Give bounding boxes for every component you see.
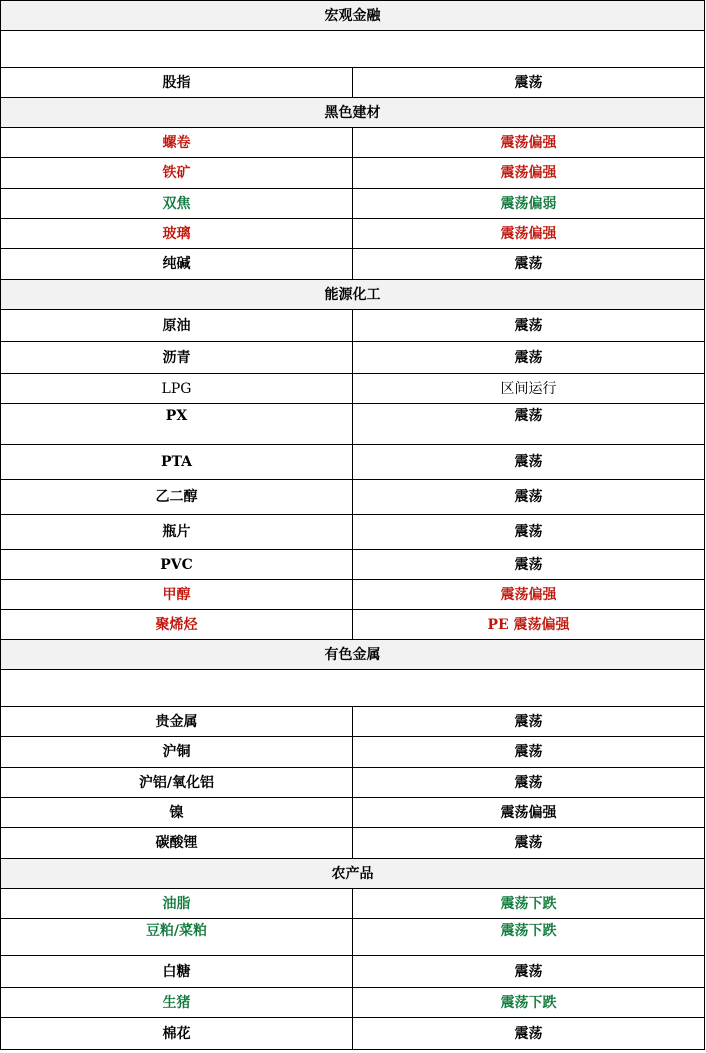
category-title: 能源化工 xyxy=(1,280,705,310)
table-row xyxy=(1,550,705,580)
table-row xyxy=(1,707,705,737)
product-name-cell: 碳酸锂 xyxy=(1,828,353,859)
table-row xyxy=(1,610,705,640)
outlook-cell: 震荡偏强 xyxy=(353,219,705,249)
outlook-cell: 震荡 xyxy=(353,249,705,280)
outlook-cell: 震荡 xyxy=(353,480,705,515)
outlook-cell: 震荡 xyxy=(353,515,705,550)
product-name-cell: 生猪 xyxy=(1,988,353,1018)
category-row xyxy=(1,280,705,310)
category-title: 有色金属 xyxy=(1,640,705,670)
outlook-cell: 震荡下跌 xyxy=(353,988,705,1018)
outlook-cell: 震荡 xyxy=(353,310,705,342)
outlook-cell: 震荡偏强 xyxy=(353,580,705,610)
table-row xyxy=(1,768,705,798)
table-row xyxy=(1,189,705,219)
outlook-cell: 区间运行 xyxy=(353,374,705,404)
outlook-cell: PE 震荡偏强 xyxy=(353,610,705,640)
table-row xyxy=(1,128,705,158)
product-name-cell: 油脂 xyxy=(1,889,353,919)
outlook-cell: 震荡 xyxy=(353,68,705,98)
outlook-cell: 震荡 xyxy=(353,768,705,798)
table-row xyxy=(1,956,705,988)
product-name-cell: PTA xyxy=(1,445,353,480)
table-row xyxy=(1,219,705,249)
table-row xyxy=(1,404,705,445)
outlook-cell: 震荡 xyxy=(353,445,705,480)
outlook-cell: 震荡 xyxy=(353,404,705,445)
outlook-cell: 震荡 xyxy=(353,550,705,580)
table-row xyxy=(1,342,705,374)
table-row xyxy=(1,249,705,280)
product-name-cell: 豆粕/菜粕 xyxy=(1,919,353,956)
product-name-cell: 聚烯烃 xyxy=(1,610,353,640)
outlook-cell: 震荡 xyxy=(353,1018,705,1050)
product-name-cell: 沪铝/氧化铝 xyxy=(1,768,353,798)
product-name-cell: 沪铜 xyxy=(1,737,353,768)
outlook-cell: 震荡偏强 xyxy=(353,158,705,189)
outlook-cell: 震荡偏强 xyxy=(353,798,705,828)
spacer-cell xyxy=(1,31,705,68)
table-row xyxy=(1,889,705,919)
table-row xyxy=(1,919,705,956)
outlook-cell: 震荡下跌 xyxy=(353,889,705,919)
product-name-cell: 乙二醇 xyxy=(1,480,353,515)
product-name-cell: PVC xyxy=(1,550,353,580)
outlook-cell: 震荡 xyxy=(353,737,705,768)
category-row xyxy=(1,1,705,31)
table-row xyxy=(1,580,705,610)
product-name-cell: 双焦 xyxy=(1,189,353,219)
table-row xyxy=(1,737,705,768)
product-name-cell: 白糖 xyxy=(1,956,353,988)
outlook-cell: 震荡 xyxy=(353,342,705,374)
outlook-cell: 震荡 xyxy=(353,828,705,859)
product-name-cell: 铁矿 xyxy=(1,158,353,189)
product-name-cell: 贵金属 xyxy=(1,707,353,737)
product-name-cell: 股指 xyxy=(1,68,353,98)
spacer-cell xyxy=(1,670,705,707)
category-row xyxy=(1,640,705,670)
table-row xyxy=(1,1018,705,1050)
product-name-cell: 瓶片 xyxy=(1,515,353,550)
table-row xyxy=(1,68,705,98)
table-row xyxy=(1,310,705,342)
product-name-cell: LPG xyxy=(1,374,353,404)
product-name-cell: 沥青 xyxy=(1,342,353,374)
table-row xyxy=(1,988,705,1018)
product-name-cell: 纯碱 xyxy=(1,249,353,280)
category-title: 宏观金融 xyxy=(1,1,705,31)
table-row xyxy=(1,158,705,189)
product-name-cell: 甲醇 xyxy=(1,580,353,610)
table-row xyxy=(1,828,705,859)
table-row xyxy=(1,445,705,480)
category-title: 农产品 xyxy=(1,859,705,889)
spacer-row xyxy=(1,670,705,707)
outlook-cell: 震荡偏弱 xyxy=(353,189,705,219)
outlook-cell: 震荡 xyxy=(353,956,705,988)
table-row xyxy=(1,374,705,404)
outlook-cell: 震荡 xyxy=(353,707,705,737)
table-row xyxy=(1,798,705,828)
product-name-cell: 原油 xyxy=(1,310,353,342)
product-name-cell: 螺卷 xyxy=(1,128,353,158)
product-name-cell: 玻璃 xyxy=(1,219,353,249)
table-row xyxy=(1,480,705,515)
product-name-cell: PX xyxy=(1,404,353,445)
product-name-cell: 棉花 xyxy=(1,1018,353,1050)
product-name-cell: 镍 xyxy=(1,798,353,828)
outlook-cell: 震荡偏强 xyxy=(353,128,705,158)
outlook-cell: 震荡下跌 xyxy=(353,919,705,956)
category-row xyxy=(1,98,705,128)
table-row xyxy=(1,515,705,550)
category-title: 黑色建材 xyxy=(1,98,705,128)
spacer-row xyxy=(1,31,705,68)
table-body xyxy=(1,1,705,1050)
category-row xyxy=(1,859,705,889)
